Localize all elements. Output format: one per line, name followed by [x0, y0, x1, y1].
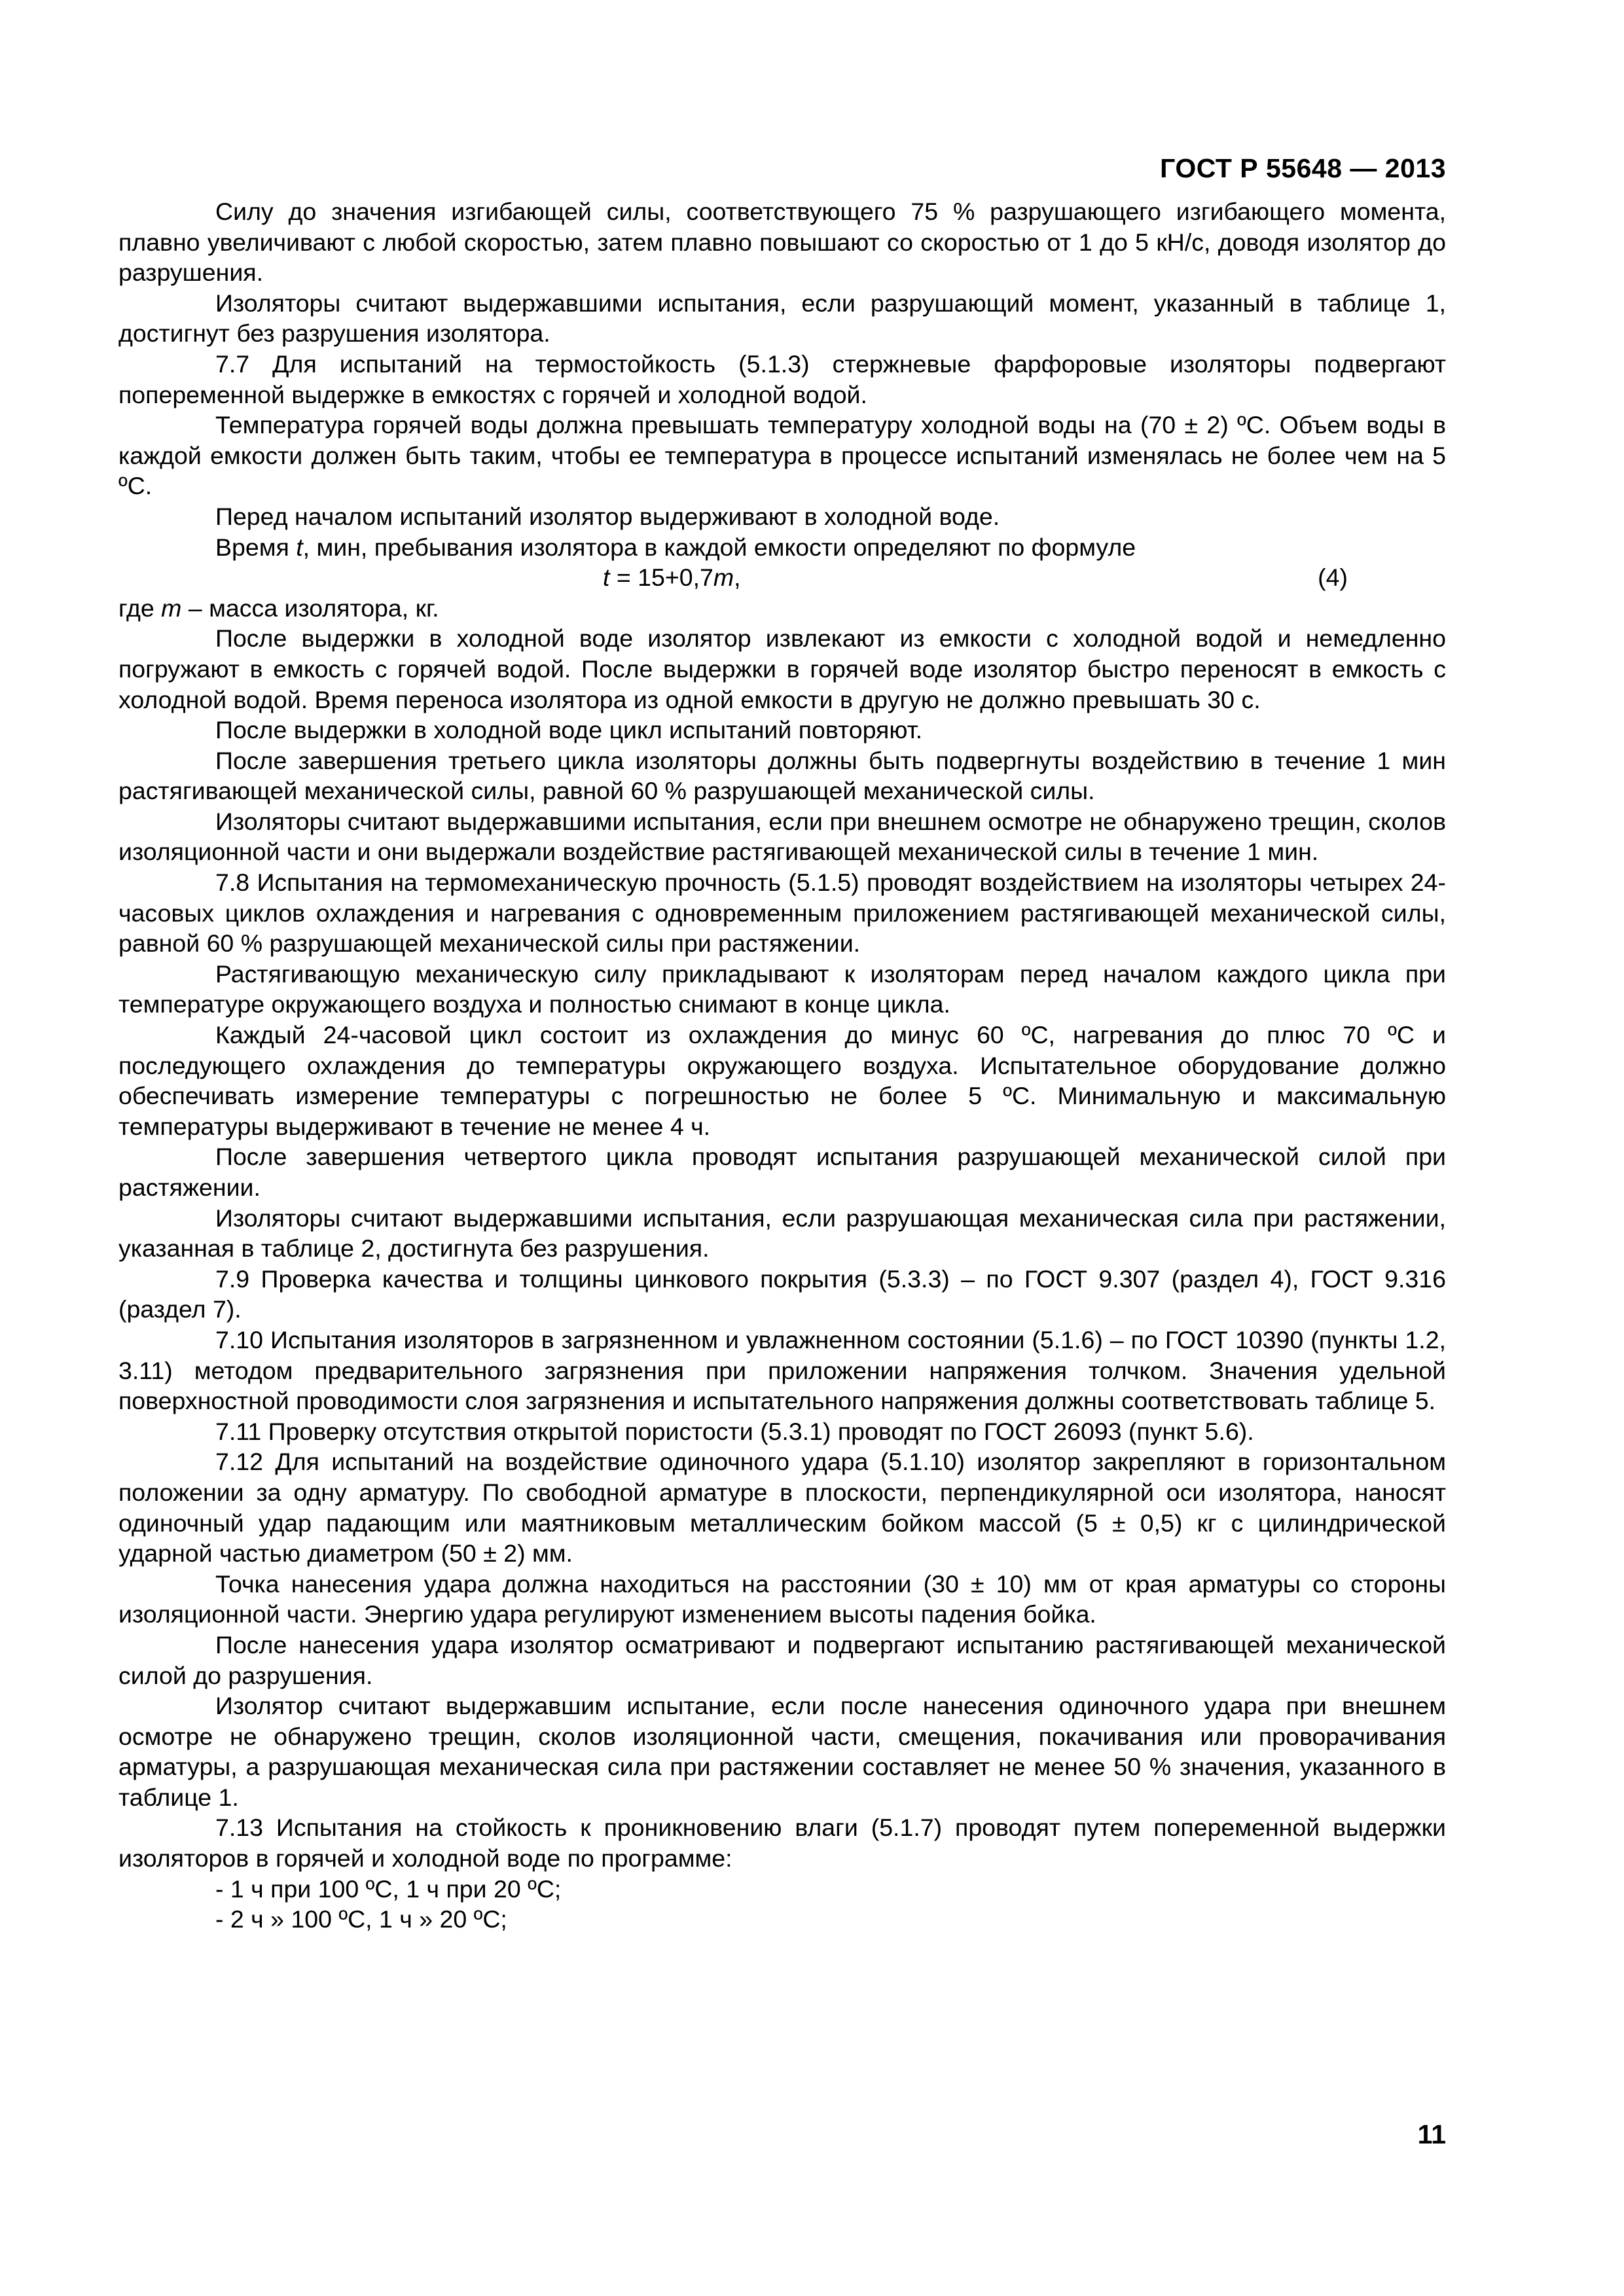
page-number: 11: [1417, 2119, 1446, 2149]
paragraph: Растягивающую механическую силу прикладывают к изоляторам перед началом каждого цикла при температуре окружающего воздуха и полностью снимают в конце цикла.: [118, 960, 1446, 1018]
paragraph-7-9: 7.9 Проверка качества и толщины цинкового покрытия (5.3.3) – по ГОСТ 9.307 (раздел 4), ГОСТ 9.316 (раздел 7).: [118, 1265, 1446, 1323]
paragraph-7-7: 7.7 Для испытаний на термостойкость (5.1.3) стержневые фарфоровые изоляторы подвергают попеременной выдержке в емкостях с горячей и холодной водой.: [118, 350, 1446, 408]
paragraph: Температура горячей воды должна превышать температуру холодной воды на (70 ± 2) ºС. Объем воды в каждой емкости должен быть таким, чтобы ее температура в процессе испытаний изменялась не более чем на 5 ºС.: [118, 411, 1446, 500]
text-run: где: [118, 594, 162, 622]
formula-line: [118, 562, 1446, 593]
paragraph: Силу до значения изгибающей силы, соответствующего 75 % разрушающего изгибающего момента, плавно увеличивают с любой скоростью, затем плавно повышают со скоростью от 1 до 5 кН/с, доводя изолятор до разрушения.: [118, 198, 1446, 287]
variable-m: m: [161, 594, 182, 622]
text-run: – масса изолятора, кг.: [181, 594, 439, 622]
paragraph-7-12: 7.12 Для испытаний на воздействие одиночного удара (5.1.10) изолятор закрепляют в горизонтальном положении за одну арматуру. По свободной арматуре в плоскости, перпендикулярной оси изолятора, наносят одиночный удар падающим или маятниковым металлическим бойком массой (5 ± 0,5) кг с цилиндрической ударной частью диаметром (50 ± 2) мм.: [118, 1448, 1446, 1568]
paragraph: Изолятор считают выдержавшим испытание, если после нанесения одиночного удара при внешнем осмотре не обнаружено трещин, сколов изоляционной части, смещения, покачивания или проворачивания арматуры, а разрушающая механическая сила при растяжении составляет не менее 50 % значения, указанного в таблице 1.: [118, 1692, 1446, 1811]
text-run: , мин, пребывания изолятора в каждой емкости определяют по формуле: [302, 533, 1136, 561]
formula: [603, 562, 741, 593]
document-body: [118, 196, 1446, 1935]
paragraph: После выдержки в холодной воде цикл испытаний повторяют.: [215, 716, 923, 744]
paragraph: Изоляторы считают выдержавшими испытания, если разрушающий момент, указанный в таблице 1, достигнут без разрушения изолятора.: [118, 289, 1446, 348]
formula-number: (4): [1318, 564, 1348, 592]
paragraph: После завершения третьего цикла изоляторы должны быть подвергнуты воздействию в течение 1 мин растягивающей механической силы, равной 60 % разрушающей механической силы.: [118, 746, 1446, 805]
paragraph-7-8: 7.8 Испытания на термомеханическую прочность (5.1.5) проводят воздействием на изоляторы четырех 24-часовых циклов охлаждения и нагревания с одновременным приложением растягивающей механической силы, равной 60 % разрушающей механической силы при растяжении.: [118, 869, 1446, 958]
paragraph: После завершения четвертого цикла проводят испытания разрушающей механической силой при растяжении.: [118, 1143, 1446, 1201]
paragraph: Каждый 24-часовой цикл состоит из охлаждения до минус 60 ºС, нагревания до плюс 70 ºС и последующего охлаждения до температуры окружающего воздуха. Испытательное оборудование должно обеспечивать измерение температуры с погрешностью не более 5 ºС. Минимальную и максимальную температуры выдерживают в течение не менее 4 ч.: [118, 1021, 1446, 1140]
paragraph: Точка нанесения удара должна находиться на расстоянии (30 ± 10) мм от края арматуры со стороны изоляционной части. Энергию удара регулируют изменением высоты падения бойка.: [118, 1570, 1446, 1628]
paragraph: После нанесения удара изолятор осматривают и подвергают испытанию растягивающей механической силой до разрушения.: [118, 1630, 1446, 1689]
variable-t: t: [603, 564, 610, 592]
paragraph: После выдержки в холодной воде изолятор извлекают из емкости с холодной водой и немедленно погружают в емкость с горячей водой. После выдержки в горячей воде изолятор быстро переносят в емкость с холодной водой. Время переноса изолятора из одной емкости в другую не должно превышать 30 с.: [118, 624, 1446, 713]
formula-end: ,: [734, 564, 741, 592]
document-header: ГОСТ Р 55648 — 2013: [1160, 153, 1446, 183]
paragraph-time-definition: [118, 532, 1446, 563]
text-run: Время: [215, 533, 297, 561]
paragraph: Перед началом испытаний изолятор выдерживают в холодной воде.: [215, 502, 1000, 530]
paragraph: Изоляторы считают выдержавшими испытания, если разрушающая механическая сила при растяжении, указанная в таблице 2, достигнута без разрушения.: [118, 1204, 1446, 1263]
variable-m: m: [713, 564, 734, 592]
variable-t: t: [296, 533, 303, 561]
paragraph: Изоляторы считают выдержавшими испытания, если при внешнем осмотре не обнаружено трещин, сколов изоляционной части и они выдержали воздействие растягивающей механической силы в течение 1 мин.: [118, 807, 1446, 866]
paragraph-7-11: 7.11 Проверку отсутствия открытой пористости (5.3.1) проводят по ГОСТ 26093 (пункт 5.6).: [215, 1417, 1254, 1445]
paragraph-7-13: 7.13 Испытания на стойкость к проникновению влаги (5.1.7) проводят путем попеременной выдержки изоляторов в горячей и холодной воде по программе:: [118, 1814, 1446, 1873]
paragraph-7-10: 7.10 Испытания изоляторов в загрязненном и увлажненном состоянии (5.1.6) – по ГОСТ 10390 (пункты 1.2, 3.11) методом предварительного загрязнения при приложении напряжения толчком. Значения удельной поверхностной проводимости слоя загрязнения и испытательного напряжения должны соответствовать таблице 5.: [118, 1325, 1446, 1415]
list-item: - 2 ч » 100 ºС, 1 ч » 20 ºС;: [215, 1905, 507, 1933]
paragraph-where: [118, 593, 1446, 624]
list-item: - 1 ч при 100 ºС, 1 ч при 20 ºС;: [215, 1874, 562, 1903]
formula-text: = 15+0,7: [609, 564, 713, 592]
